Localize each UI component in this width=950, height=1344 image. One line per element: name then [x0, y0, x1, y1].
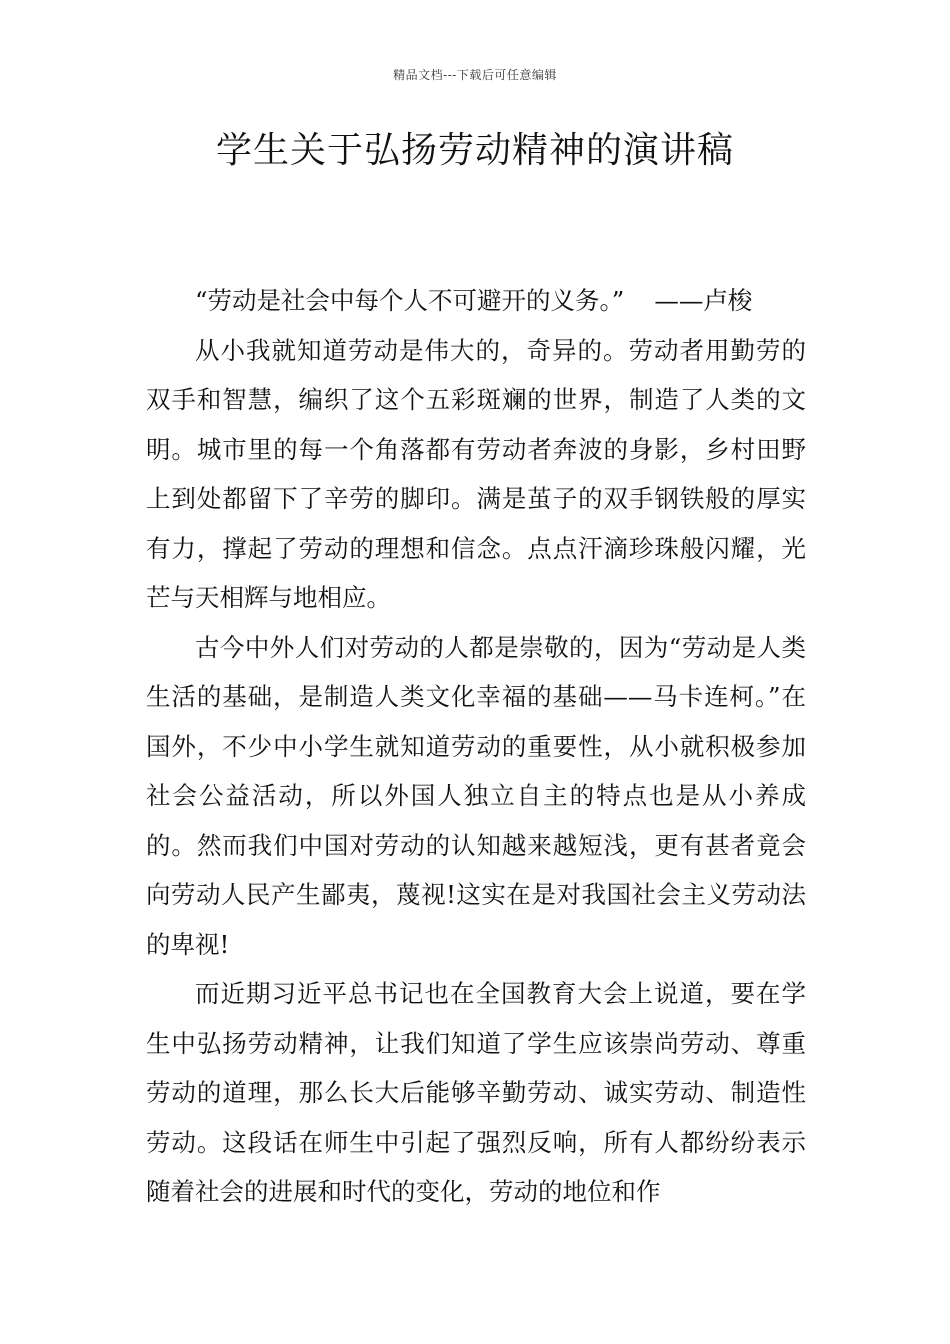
document-body [146, 276, 806, 1217]
document-title: 学生关于弘扬劳动精神的演讲稿 [215, 130, 734, 171]
header-note: 精品文档---下载后可任意编辑 [393, 68, 557, 82]
quote-text: “劳动是社会中每个人不可避开的义务。” [195, 286, 625, 315]
epigraph-quote [146, 276, 806, 326]
quote-attribution: ——卢梭 [654, 286, 753, 315]
paragraph-2: 古今中外人们对劳动的人都是崇敬的，因为“劳动是人类生活的基础，是制造人类文化幸福的基础——马卡连柯。”在国外，不少中小学生就知道劳动的重要性，从小就积极参加社会公益活动，所以外国人独立自主的特点也是从小养成的。然而我们中国对劳动的认知越来越短浅，更有甚者竟会向劳动人民产生鄙夷，蔑视!这实在是对我国社会主义劳动法的卑视! [146, 632, 806, 959]
paragraph-3: 而近期习近平总书记也在全国教育大会上说道，要在学生中弘扬劳动精神，让我们知道了学生应该崇尚劳动、尊重劳动的道理，那么长大后能够辛勤劳动、诚实劳动、制造性劳动。这段话在师生中引起了强烈反响，所有人都纷纷表示随着社会的进展和时代的变化，劳动的地位和作 [146, 979, 806, 1206]
paragraph-1: 从小我就知道劳动是伟大的，奇异的。劳动者用勤劳的双手和智慧，编织了这个五彩斑斓的世界，制造了人类的文明。城市里的每一个角落都有劳动者奔波的身影，乡村田野上到处都留下了辛劳的脚印。满是茧子的双手钢铁般的厚实有力，撑起了劳动的理想和信念。点点汗滴珍珠般闪耀，光芒与天相辉与地相应。 [146, 335, 806, 612]
